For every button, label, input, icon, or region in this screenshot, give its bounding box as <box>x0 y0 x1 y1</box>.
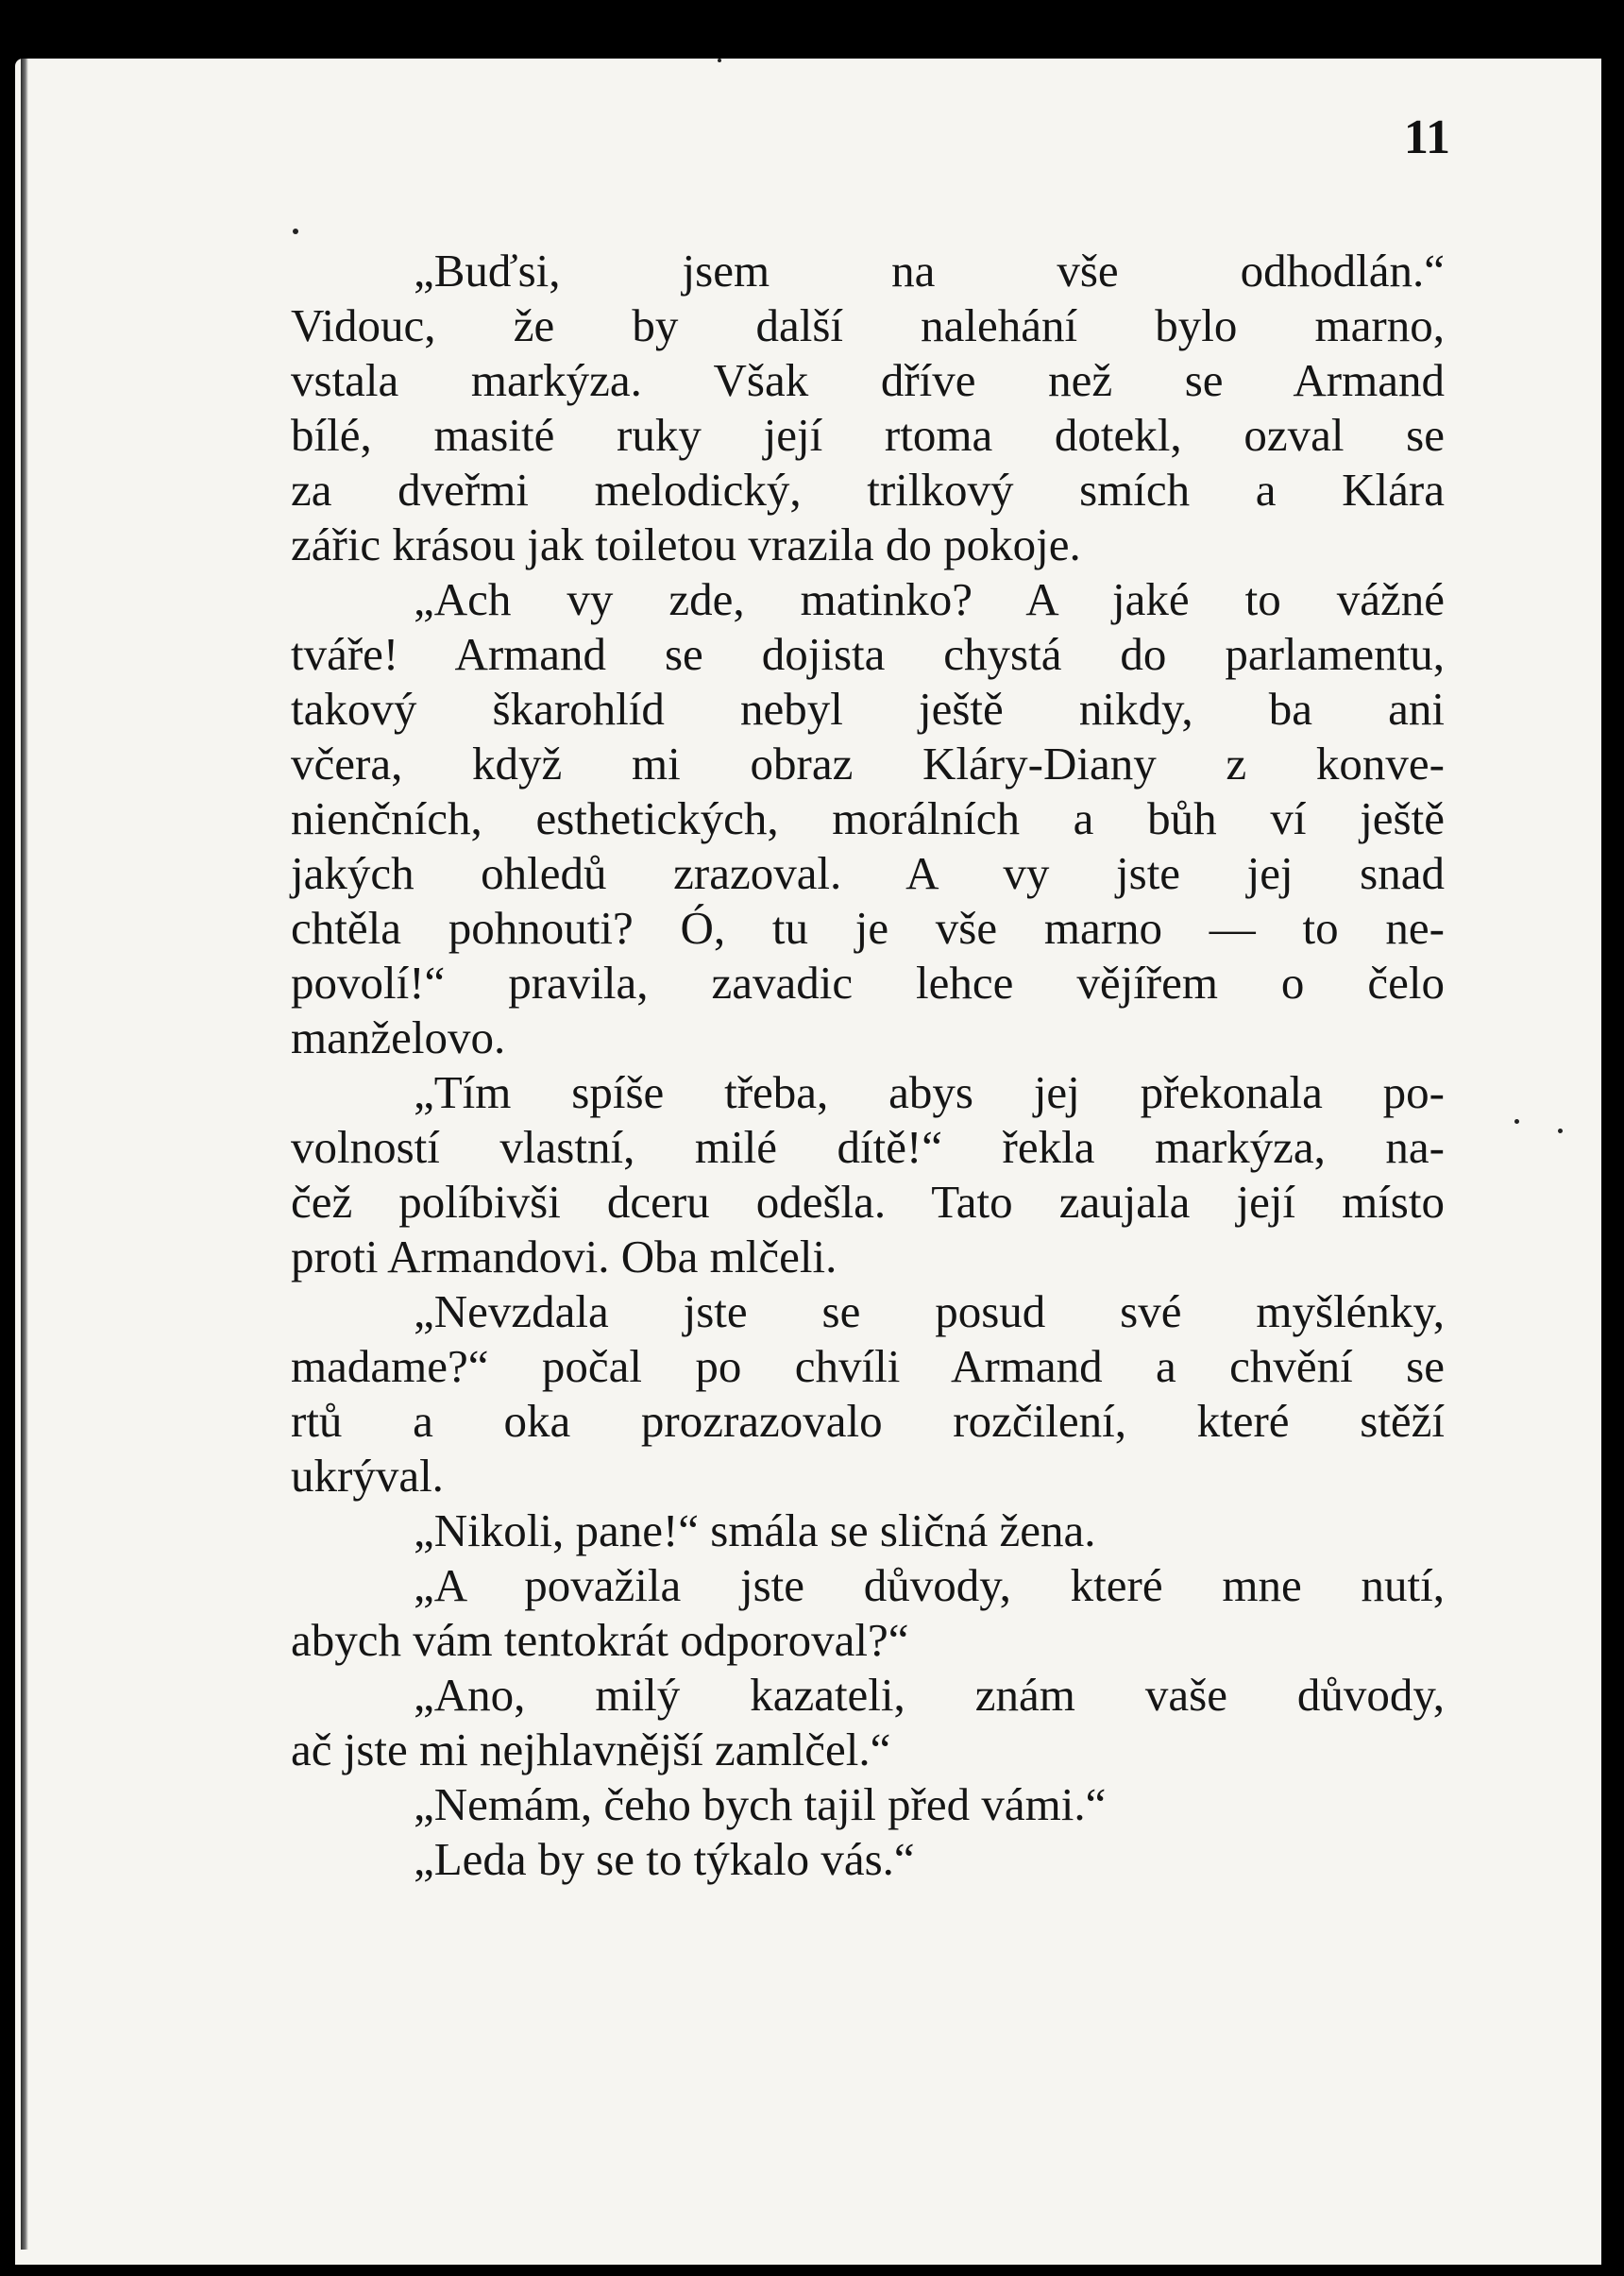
scan-speck <box>293 229 298 234</box>
body-text <box>291 244 1445 1887</box>
text-line: zářic krásou jak toiletou vrazila do pokoje. <box>291 518 1081 570</box>
text-line: takový škarohlíd nebyl ještě nikdy, ba ani <box>291 683 1445 735</box>
text-line: ač jste mi nejhlavnější zamlčel.“ <box>291 1724 891 1775</box>
text-line: nienčních, esthetických, morálních a bůh ví ještě <box>291 792 1445 844</box>
text-line: „Ach vy zde, matinko? A jaké to vážné <box>414 573 1445 625</box>
text-line: rtů a oka prozrazovalo rozčilení, které stěží <box>291 1395 1445 1447</box>
scan-speck <box>1514 1119 1519 1124</box>
page-binding-edge <box>21 59 28 2250</box>
text-line: „Ano, milý kazateli, znám vaše důvody, <box>414 1669 1445 1721</box>
text-line: chtěla pohnouti? Ó, tu je vše marno — to ne- <box>291 902 1445 954</box>
text-line: „Buďsi, jsem na vše odhodlán.“ <box>414 245 1445 297</box>
text-line: volností vlastní, milé dítě!“ řekla markýza, na- <box>291 1121 1445 1173</box>
text-line: bílé, masité ruky její rtoma dotekl, ozval se <box>291 409 1445 461</box>
text-line: jakých ohledů zrazoval. A vy jste jej snad <box>291 847 1445 899</box>
text-line: vstala markýza. Však dříve než se Armand <box>291 354 1445 406</box>
text-line: „Nevzdala jste se posud své myšlénky, <box>414 1285 1445 1337</box>
text-line: povolí!“ pravila, zavadic lehce vějířem o čelo <box>291 957 1445 1009</box>
text-line: včera, když mi obraz Kláry-Diany z konve- <box>291 738 1445 790</box>
text-line: „Nikoli, pane!“ smála se sličná žena. <box>414 1504 1096 1556</box>
text-line: za dveřmi melodický, trilkový smích a Klára <box>291 464 1445 516</box>
text-line: Vidouc, že by další nalehání bylo marno, <box>291 299 1445 351</box>
text-line: „Nemám, čeho bych tajil před vámi.“ <box>414 1778 1107 1830</box>
text-line: madame?“ počal po chvíli Armand a chvění se <box>291 1340 1445 1392</box>
text-line: proti Armandovi. Oba mlčeli. <box>291 1231 837 1282</box>
text-line: ukrýval. <box>291 1450 444 1502</box>
text-line: čež políbivši dceru odešla. Tato zaujala její místo <box>291 1176 1445 1228</box>
text-line: „Leda by se to týkalo vás.“ <box>414 1833 915 1885</box>
text-line: manželovo. <box>291 1011 506 1063</box>
scan-speck <box>1558 1129 1563 1133</box>
text-line: abych vám tentokrát odporoval?“ <box>291 1614 909 1666</box>
page-number: 11 <box>1403 110 1450 164</box>
text-line: „A považila jste důvody, které mne nutí, <box>414 1559 1445 1611</box>
text-line: tváře! Armand se dojista chystá do parlamentu, <box>291 628 1445 680</box>
scan-speck <box>718 59 721 62</box>
text-line: „Tím spíše třeba, abys jej překonala po- <box>414 1066 1445 1118</box>
